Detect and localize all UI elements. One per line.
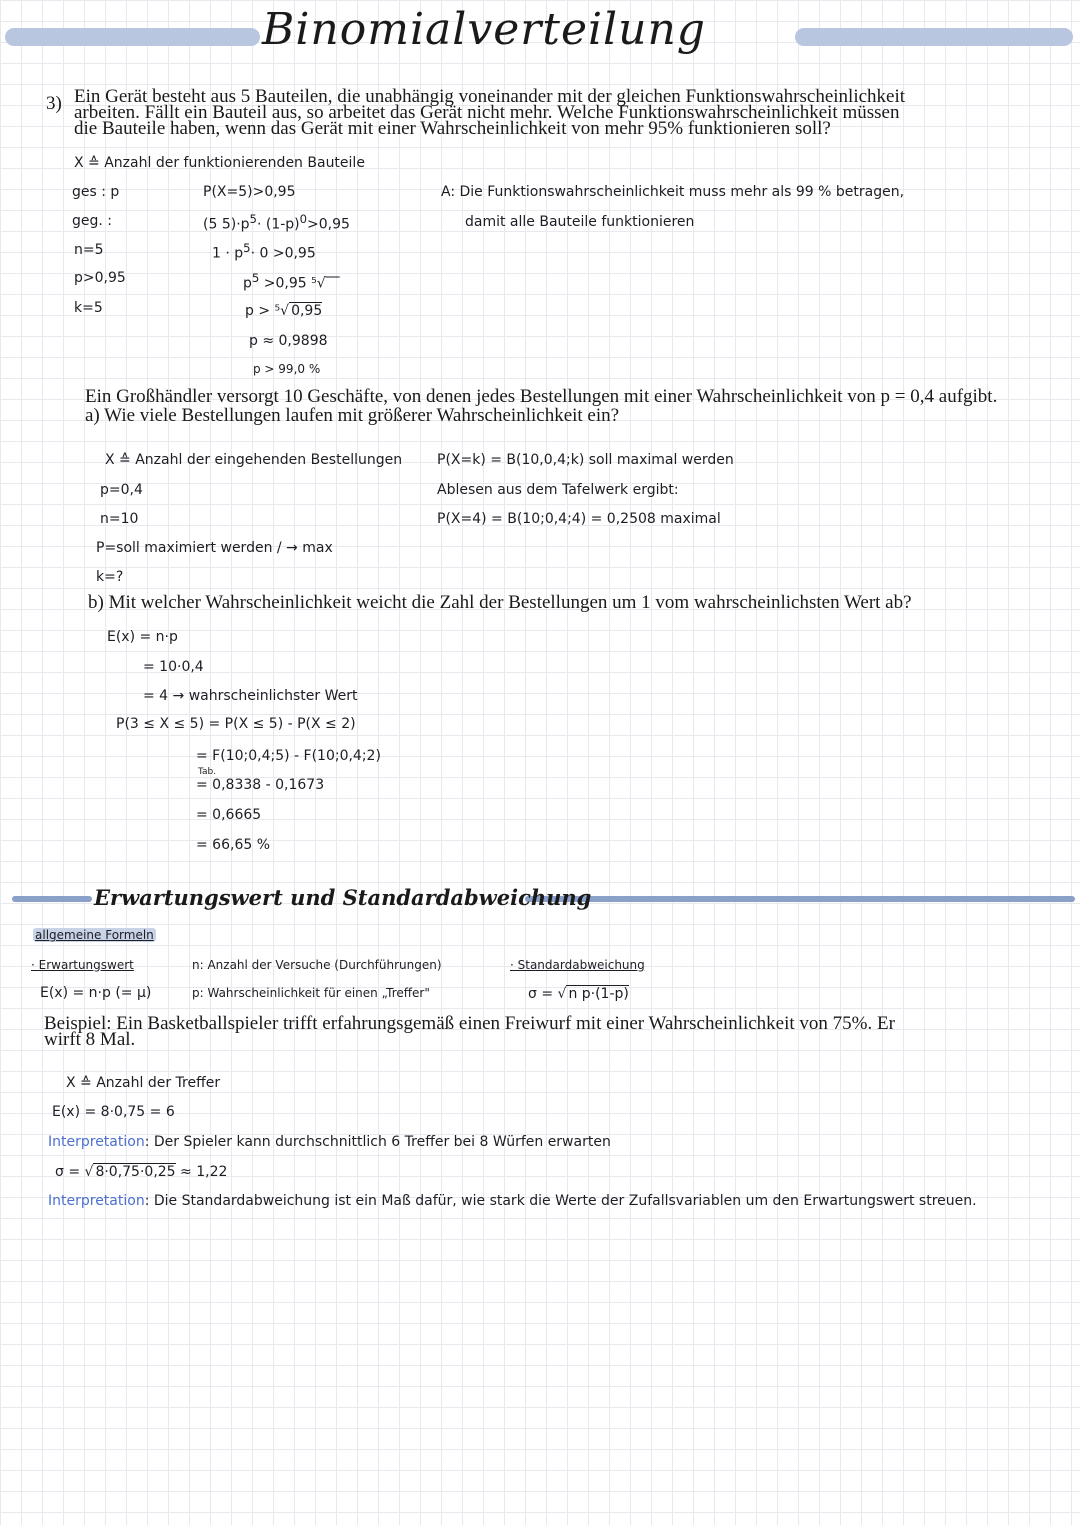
task4-result-3: P(X=4) = B(10;0,4;4) = 0,2508 maximal: [437, 511, 721, 527]
task4-question-a: a) Wie viele Bestellungen laufen mit größerer Wahrscheinlichkeit ein?: [85, 405, 620, 426]
task4-p: p=0,4: [100, 482, 143, 498]
task4-result-2: Ablesen aus dem Tafelwerk ergibt:: [437, 482, 679, 498]
task4-tab-label: Tab.: [198, 767, 217, 777]
n-definition: n: Anzahl der Versuche (Durchführungen): [192, 958, 442, 972]
task3-ges: ges : p: [72, 184, 120, 200]
std-dev-formula: σ = √ n p·(1-p): [528, 986, 629, 1002]
p-definition: p: Wahrscheinlichkeit für einen „Treffer": [192, 986, 430, 1000]
task3-line-2: arbeiten. Fällt ein Bauteil aus, so arbeitet das Gerät nicht mehr. Welche Funktionswahrscheinlichkeit müssen: [74, 102, 900, 123]
section2-bar-right: [525, 896, 1075, 902]
task3-line-3: die Bauteile haben, wenn das Gerät mit einer Wahrscheinlichkeit von mehr 95% funktionieren soll?: [74, 118, 831, 139]
example-expected-value: E(x) = 8·0,75 = 6: [52, 1104, 175, 1120]
example-sigma: σ = √ 8·0,75·0,25 ≈ 1,22: [55, 1164, 228, 1180]
expected-value-label: · Erwartungswert: [31, 958, 134, 972]
task3-given-k: k=5: [74, 300, 103, 316]
std-dev-label: · Standardabweichung: [510, 958, 645, 972]
task4-ex-8: = 66,65 %: [196, 837, 271, 853]
task4-intro: Ein Großhändler versorgt 10 Geschäfte, von denen jedes Bestellungen mit einer Wahrscheinlichkeit von p = 0,4 aufgibt.: [85, 386, 998, 407]
interpretation-1: Interpretation: Der Spieler kann durchschnittlich 6 Treffer bei 8 Würfen erwarten: [48, 1134, 611, 1150]
task4-ex-1: E(x) = n·p: [107, 629, 178, 645]
task4-ex-6: = 0,8338 - 0,1673: [196, 777, 325, 793]
task3-given-n: n=5: [74, 242, 104, 258]
interpretation-2: Interpretation: Die Standardabweichung ist ein Maß dafür, wie stark die Werte der Zufallsvariablen um den Erwartungswert streuen.: [48, 1193, 977, 1209]
section2-title: Erwartungswert und Standardabweichung: [94, 885, 592, 910]
example-line-1: Beispiel: Ein Basketballspieler trifft erfahrungsgemäß einen Freiwurf mit einer Wahrscheinlichkeit von 75%. Er: [44, 1013, 895, 1034]
title-bar-left: [5, 28, 260, 46]
task3-x-definition: X ≙ Anzahl der funktionierenden Bauteile: [74, 155, 365, 171]
task4-question-b: b) Mit welcher Wahrscheinlichkeit weicht die Zahl der Bestellungen um 1 vom wahrscheinlichsten Wert ab?: [88, 592, 912, 613]
task4-k: k=?: [96, 569, 124, 585]
task4-x-definition: X ≙ Anzahl der eingehenden Bestellungen: [105, 452, 403, 468]
task4-pmax: P=soll maximiert werden / → max: [96, 540, 333, 556]
expected-value-formula: E(x) = n·p (= μ): [40, 985, 152, 1001]
task3-answer-2: damit alle Bauteile funktionieren: [465, 214, 695, 230]
task4-ex-4: P(3 ≤ X ≤ 5) = P(X ≤ 5) - P(X ≤ 2): [116, 716, 356, 732]
task3-calc-2: (5 $5)\cdot p^5\cdot (1-p)^0>0,95$: [203, 212, 350, 233]
task3-calc-5: p > ⁵√ 0,95: [245, 303, 323, 319]
title-bar-right: [795, 28, 1073, 46]
section2-bar-left: [12, 896, 92, 902]
task4-ex-5: = F(10;0,4;5) - F(10;0,4;2): [196, 748, 381, 764]
task4-ex-3: = 4 → wahrscheinlichster Wert: [143, 688, 358, 704]
task3-calc-3: $1 \cdot p^5\cdot 0 >0,95$: [212, 241, 316, 262]
example-line-2: wirft 8 Mal.: [44, 1029, 136, 1050]
task3-answer-1: A: Die Funktionswahrscheinlichkeit muss mehr als 99 % betragen,: [441, 184, 905, 200]
task3-line-1: Ein Gerät besteht aus 5 Bauteilen, die unabhängig voneinander mit der gleichen Funktionswahrscheinlichkeit: [74, 86, 906, 107]
page-title: Binomialverteilung: [262, 4, 706, 55]
task4-n: n=10: [100, 511, 139, 527]
example-x-definition: X ≙ Anzahl der Treffer: [66, 1075, 221, 1091]
task3-calc-4: $p^5 >0,95$ ⁵√‾‾: [243, 271, 340, 292]
task3-calc-6: p ≈ 0,9898: [249, 333, 328, 349]
task4-result-1: P(X=k) = B(10,0,4;k) soll maximal werden: [437, 452, 734, 468]
task3-calc-1: P(X=5)>0,95: [203, 184, 296, 200]
task4-ex-7: = 0,6665: [196, 807, 262, 823]
task3-geg: geg. :: [72, 213, 113, 229]
task4-ex-2: = 10·0,4: [143, 659, 204, 675]
task3-given-p: p>0,95: [74, 270, 126, 286]
task3-number: 3): [46, 93, 62, 114]
formulas-label: allgemeine Formeln: [35, 928, 154, 942]
task3-calc-7: p > 99,0 %: [253, 362, 321, 376]
